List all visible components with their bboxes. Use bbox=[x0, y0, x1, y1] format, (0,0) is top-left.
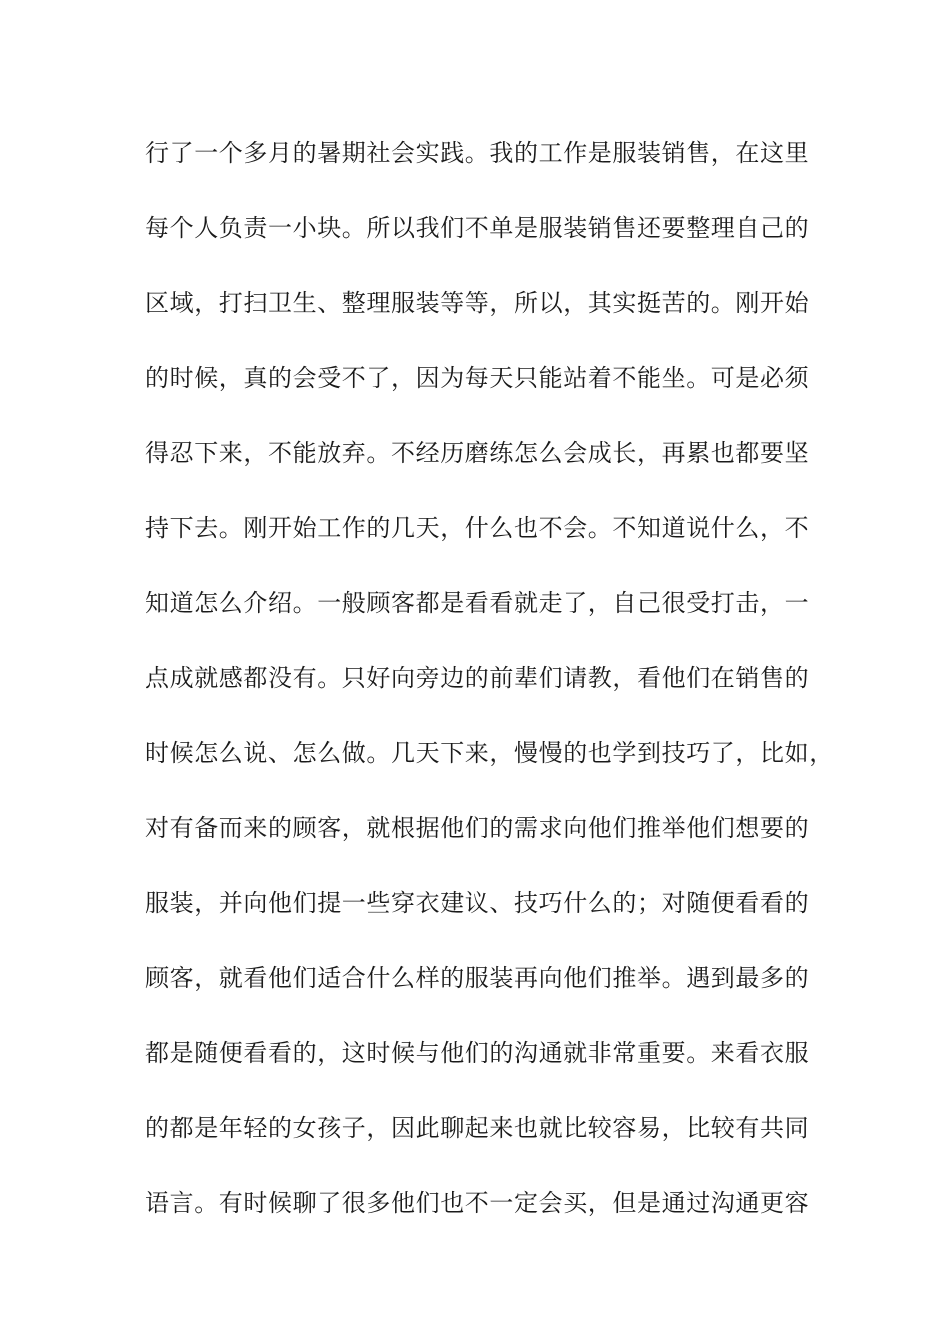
text-line: 服装，并向他们提一些穿衣建议、技巧什么的；对随便看看的 bbox=[145, 889, 810, 917]
text-line: 行了一个多月的暑期社会实践。我的工作是服装销售，在这里 bbox=[145, 139, 810, 167]
text-line: 区域，打扫卫生、整理服装等等，所以，其实挺苦的。刚开始 bbox=[145, 289, 810, 317]
text-line: 对有备而来的顾客，就根据他们的需求向他们推举他们想要的 bbox=[145, 814, 810, 842]
text-line: 点成就感都没有。只好向旁边的前辈们请教，看他们在销售的 bbox=[145, 664, 810, 692]
text-line: 顾客，就看他们适合什么样的服装再向他们推举。遇到最多的 bbox=[145, 964, 810, 992]
text-line: 语言。有时候聊了很多他们也不一定会买，但是通过沟通更容 bbox=[145, 1189, 810, 1217]
text-line: 都是随便看看的，这时候与他们的沟通就非常重要。来看衣服 bbox=[145, 1039, 810, 1067]
text-line: 持下去。刚开始工作的几天，什么也不会。不知道说什么，不 bbox=[145, 514, 810, 542]
text-line: 得忍下来，不能放弃。不经历磨练怎么会成长，再累也都要坚 bbox=[145, 439, 810, 467]
text-line: 知道怎么介绍。一般顾客都是看看就走了，自己很受打击，一 bbox=[145, 589, 810, 617]
text-line: 的都是年轻的女孩子，因此聊起来也就比较容易，比较有共同 bbox=[145, 1114, 810, 1142]
text-line: 时候怎么说、怎么做。几天下来，慢慢的也学到技巧了，比如， bbox=[145, 739, 834, 767]
text-line: 每个人负责一小块。所以我们不单是服装销售还要整理自己的 bbox=[145, 214, 810, 242]
text-line: 的时候，真的会受不了，因为每天只能站着不能坐。可是必须 bbox=[145, 364, 810, 392]
body-text bbox=[145, 133, 834, 1258]
